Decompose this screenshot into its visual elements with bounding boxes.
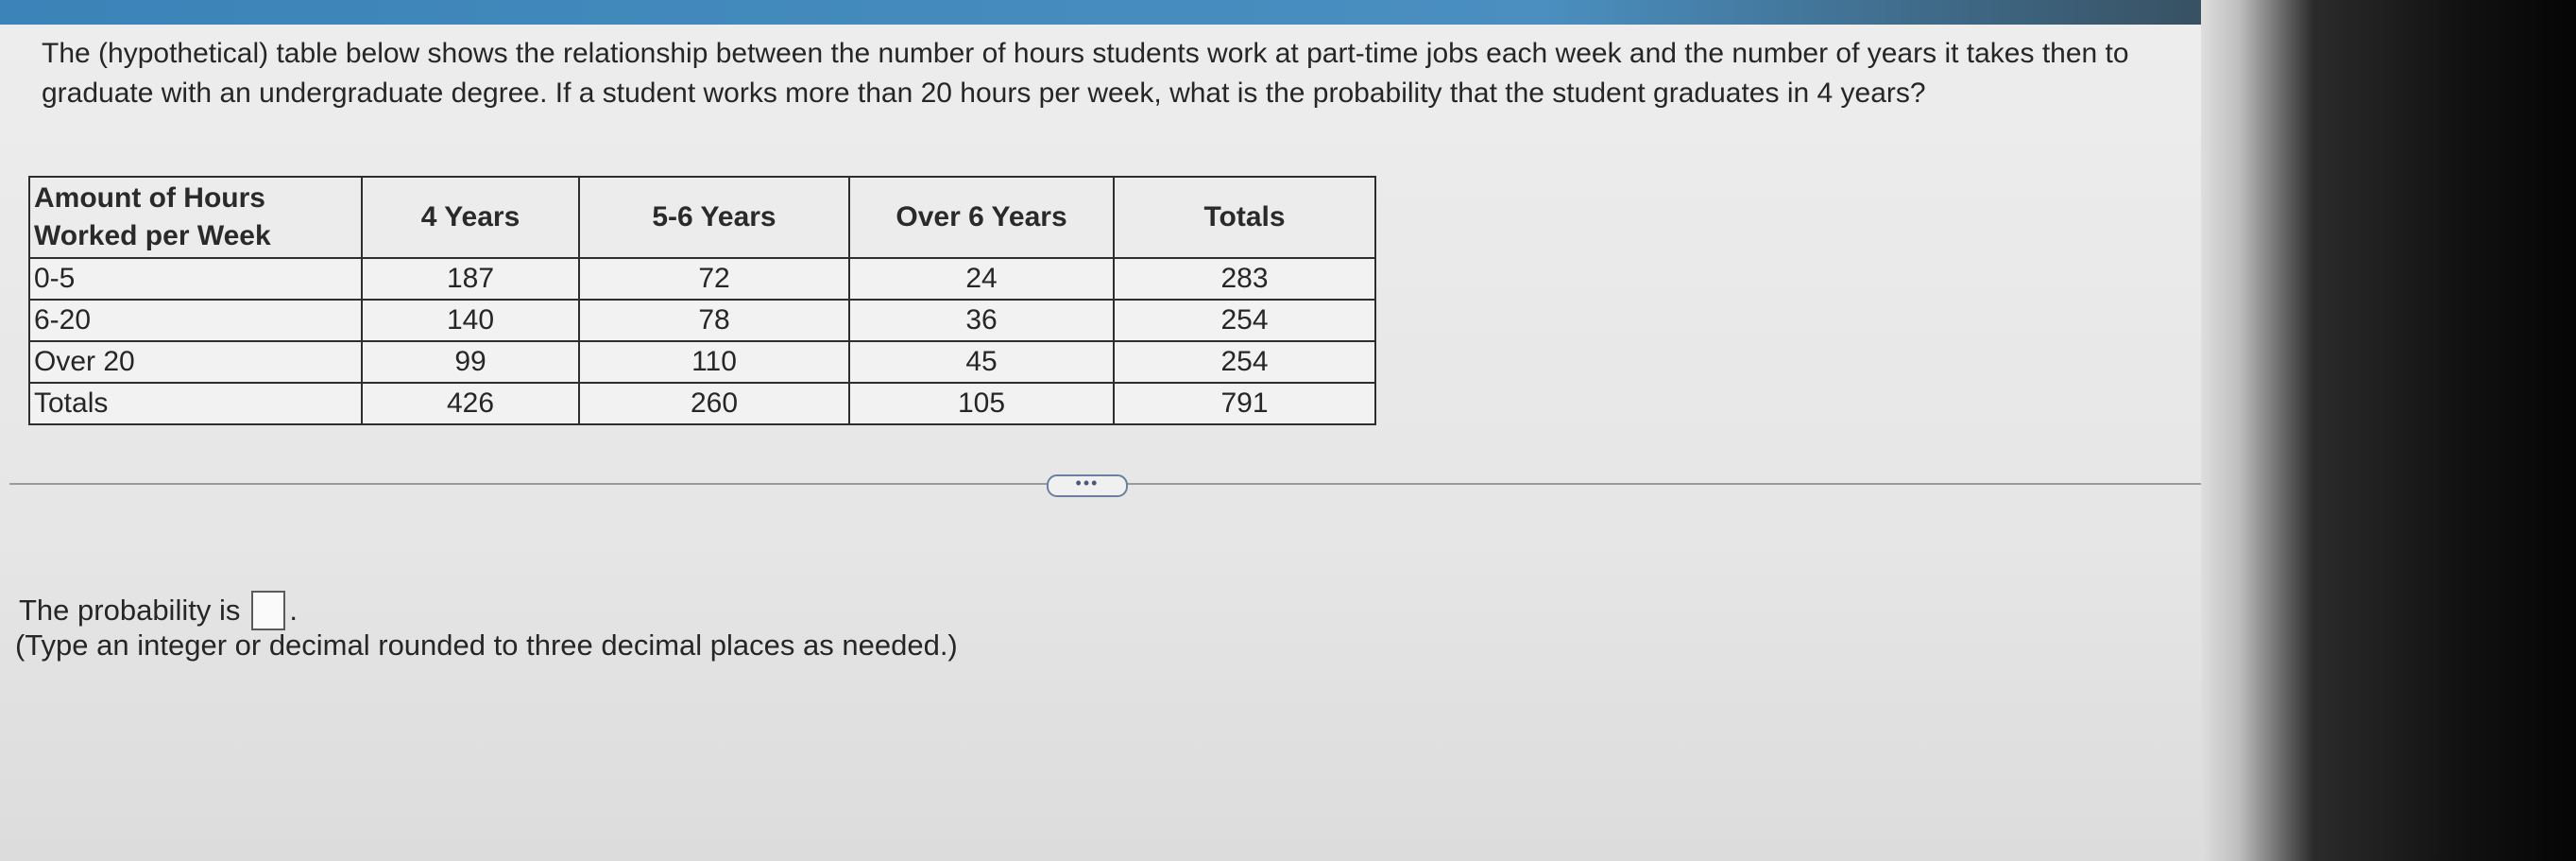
header-over-6-years: Over 6 Years (849, 177, 1114, 258)
table-cell: 260 (579, 383, 849, 424)
header-hours-worked: Amount of Hours Worked per Week (29, 177, 362, 258)
table-row-totals (29, 383, 1375, 424)
table-cell: 45 (849, 341, 1114, 383)
table-cell: 105 (849, 383, 1114, 424)
table-cell: 283 (1114, 258, 1375, 300)
row-label: 0-5 (29, 258, 362, 300)
table-header-row (29, 177, 1375, 258)
hours-vs-graduation-table (28, 176, 1376, 425)
header-4-years: 4 Years (362, 177, 579, 258)
table-cell: 254 (1114, 300, 1375, 341)
table-cell: 72 (579, 258, 849, 300)
answer-line (19, 591, 298, 630)
table-cell: 140 (362, 300, 579, 341)
table-cell: 254 (1114, 341, 1375, 383)
table-cell: 110 (579, 341, 849, 383)
table-cell: 99 (362, 341, 579, 383)
answer-instruction: (Type an integer or decimal rounded to three decimal places as needed.) (15, 629, 958, 662)
table-cell: 426 (362, 383, 579, 424)
table-cell: 78 (579, 300, 849, 341)
answer-input-box[interactable] (251, 591, 285, 630)
browser-top-bar (0, 0, 2576, 25)
table-cell: 36 (849, 300, 1114, 341)
table-cell: 791 (1114, 383, 1375, 424)
question-text: The (hypothetical) table below shows the relationship between the number of hours students work at part-time jobs each week and the number of years it takes then to graduate with an undergraduate degree. If a student works more than 20 hours per week, what is the probability that the student graduates in 4 years? (42, 38, 2129, 109)
screen-bezel (2201, 0, 2576, 861)
row-label: 6-20 (29, 300, 362, 341)
answer-prefix: The probability is (19, 594, 241, 627)
header-totals: Totals (1114, 177, 1375, 258)
table-row (29, 300, 1375, 341)
header-5-6-years: 5-6 Years (579, 177, 849, 258)
table-cell: 187 (362, 258, 579, 300)
table-row (29, 258, 1375, 300)
table-cell: 24 (849, 258, 1114, 300)
table-row (29, 341, 1375, 383)
answer-suffix: . (289, 594, 298, 627)
content-area (0, 25, 2201, 861)
row-label: Totals (29, 383, 362, 424)
row-label: Over 20 (29, 341, 362, 383)
more-options-button[interactable]: ••• (1047, 474, 1128, 497)
